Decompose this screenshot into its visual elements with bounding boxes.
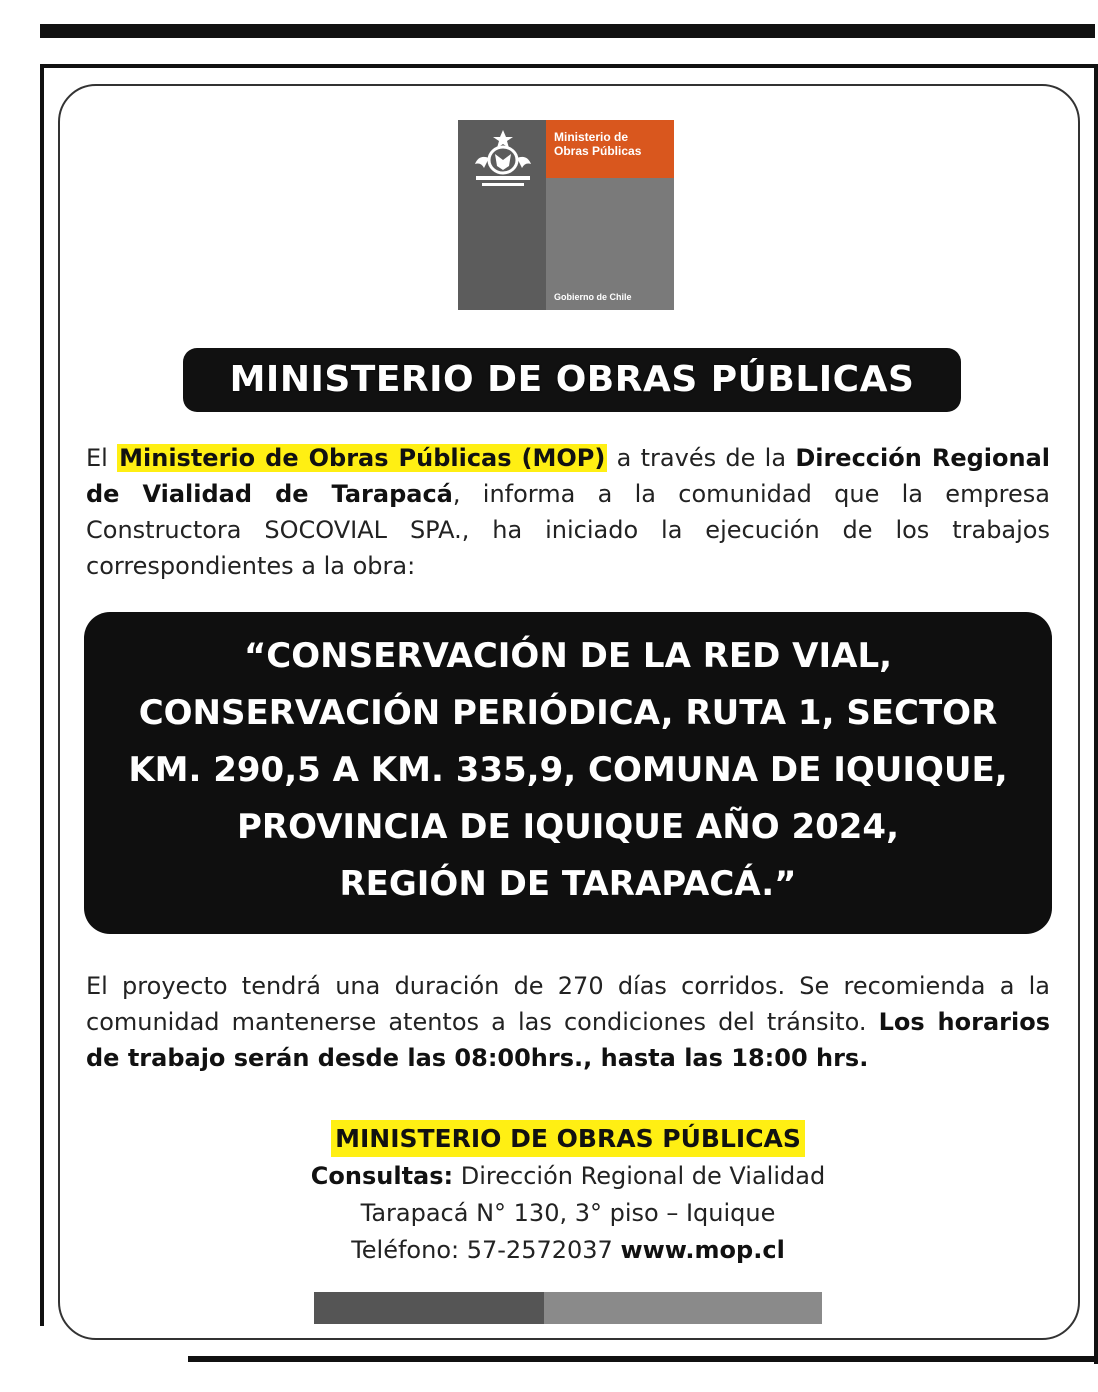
title-banner-text: MINISTERIO DE OBRAS PÚBLICAS — [229, 359, 915, 400]
intro-prefix: El — [86, 444, 118, 472]
intro-mid: a través de la — [607, 444, 796, 472]
logo-brand-line1: Ministerio de — [554, 130, 629, 144]
project-line: REGIÓN DE TARAPACÁ.” — [339, 864, 797, 904]
intro-paragraph — [86, 440, 1050, 584]
mop-highlight: Ministerio de Obras Públicas (MOP) — [119, 444, 606, 472]
footer-bar-dark-segment — [314, 1292, 544, 1324]
consult-label: Consultas: — [310, 1162, 454, 1190]
consult-value: Dirección Regional de Vialidad — [453, 1162, 826, 1190]
top-rule — [40, 24, 1095, 38]
mop-logo — [458, 120, 674, 310]
logo-government-text: Gobierno de Chile — [554, 292, 632, 302]
phone-line — [188, 1232, 948, 1269]
project-title-box — [84, 612, 1052, 934]
project-line: KM. 290,5 A KM. 335,9, COMUNA DE IQUIQUE, — [128, 750, 1008, 790]
intro-rest: , informa a la comunidad que la empresa Constructora SOCOVIAL SPA., ha iniciado la ejecución de los trabajos correspondientes a la obra: — [86, 480, 1050, 580]
footer-title: MINISTERIO DE OBRAS PÚBLICAS — [331, 1120, 805, 1157]
footer-color-bar — [314, 1292, 822, 1324]
bottom-rule — [188, 1356, 1098, 1362]
chile-coat-of-arms-icon — [468, 128, 538, 190]
project-line: “CONSERVACIÓN DE LA RED VIAL, — [243, 636, 893, 676]
duration-text: El proyecto tendrá una duración de 270 días corridos. Se recomienda a la comunidad mantenerse atentos a las condiciones del tránsito. — [86, 972, 1050, 1036]
logo-brand-line2: Obras Públicas — [554, 144, 642, 158]
direction-name: Dirección Regional de Vialidad de Tarapacá — [86, 444, 1050, 508]
consult-line — [188, 1158, 948, 1195]
logo-brand-text — [554, 130, 672, 158]
phone-text: Teléfono: 57-2572037 — [351, 1236, 621, 1264]
work-hours: Los horarios de trabajo serán desde las 08:00hrs., hasta las 18:00 hrs. — [86, 1008, 1050, 1072]
duration-paragraph — [86, 968, 1050, 1076]
project-line: CONSERVACIÓN PERIÓDICA, RUTA 1, SECTOR — [138, 693, 998, 733]
title-banner — [183, 348, 961, 412]
address-line: Tarapacá N° 130, 3° piso – Iquique — [360, 1199, 776, 1227]
contact-footer — [188, 1120, 948, 1269]
website-link[interactable]: www.mop.cl — [620, 1236, 785, 1264]
project-line: PROVINCIA DE IQUIQUE AÑO 2024, — [237, 807, 899, 847]
logo-right-panel — [546, 178, 674, 310]
